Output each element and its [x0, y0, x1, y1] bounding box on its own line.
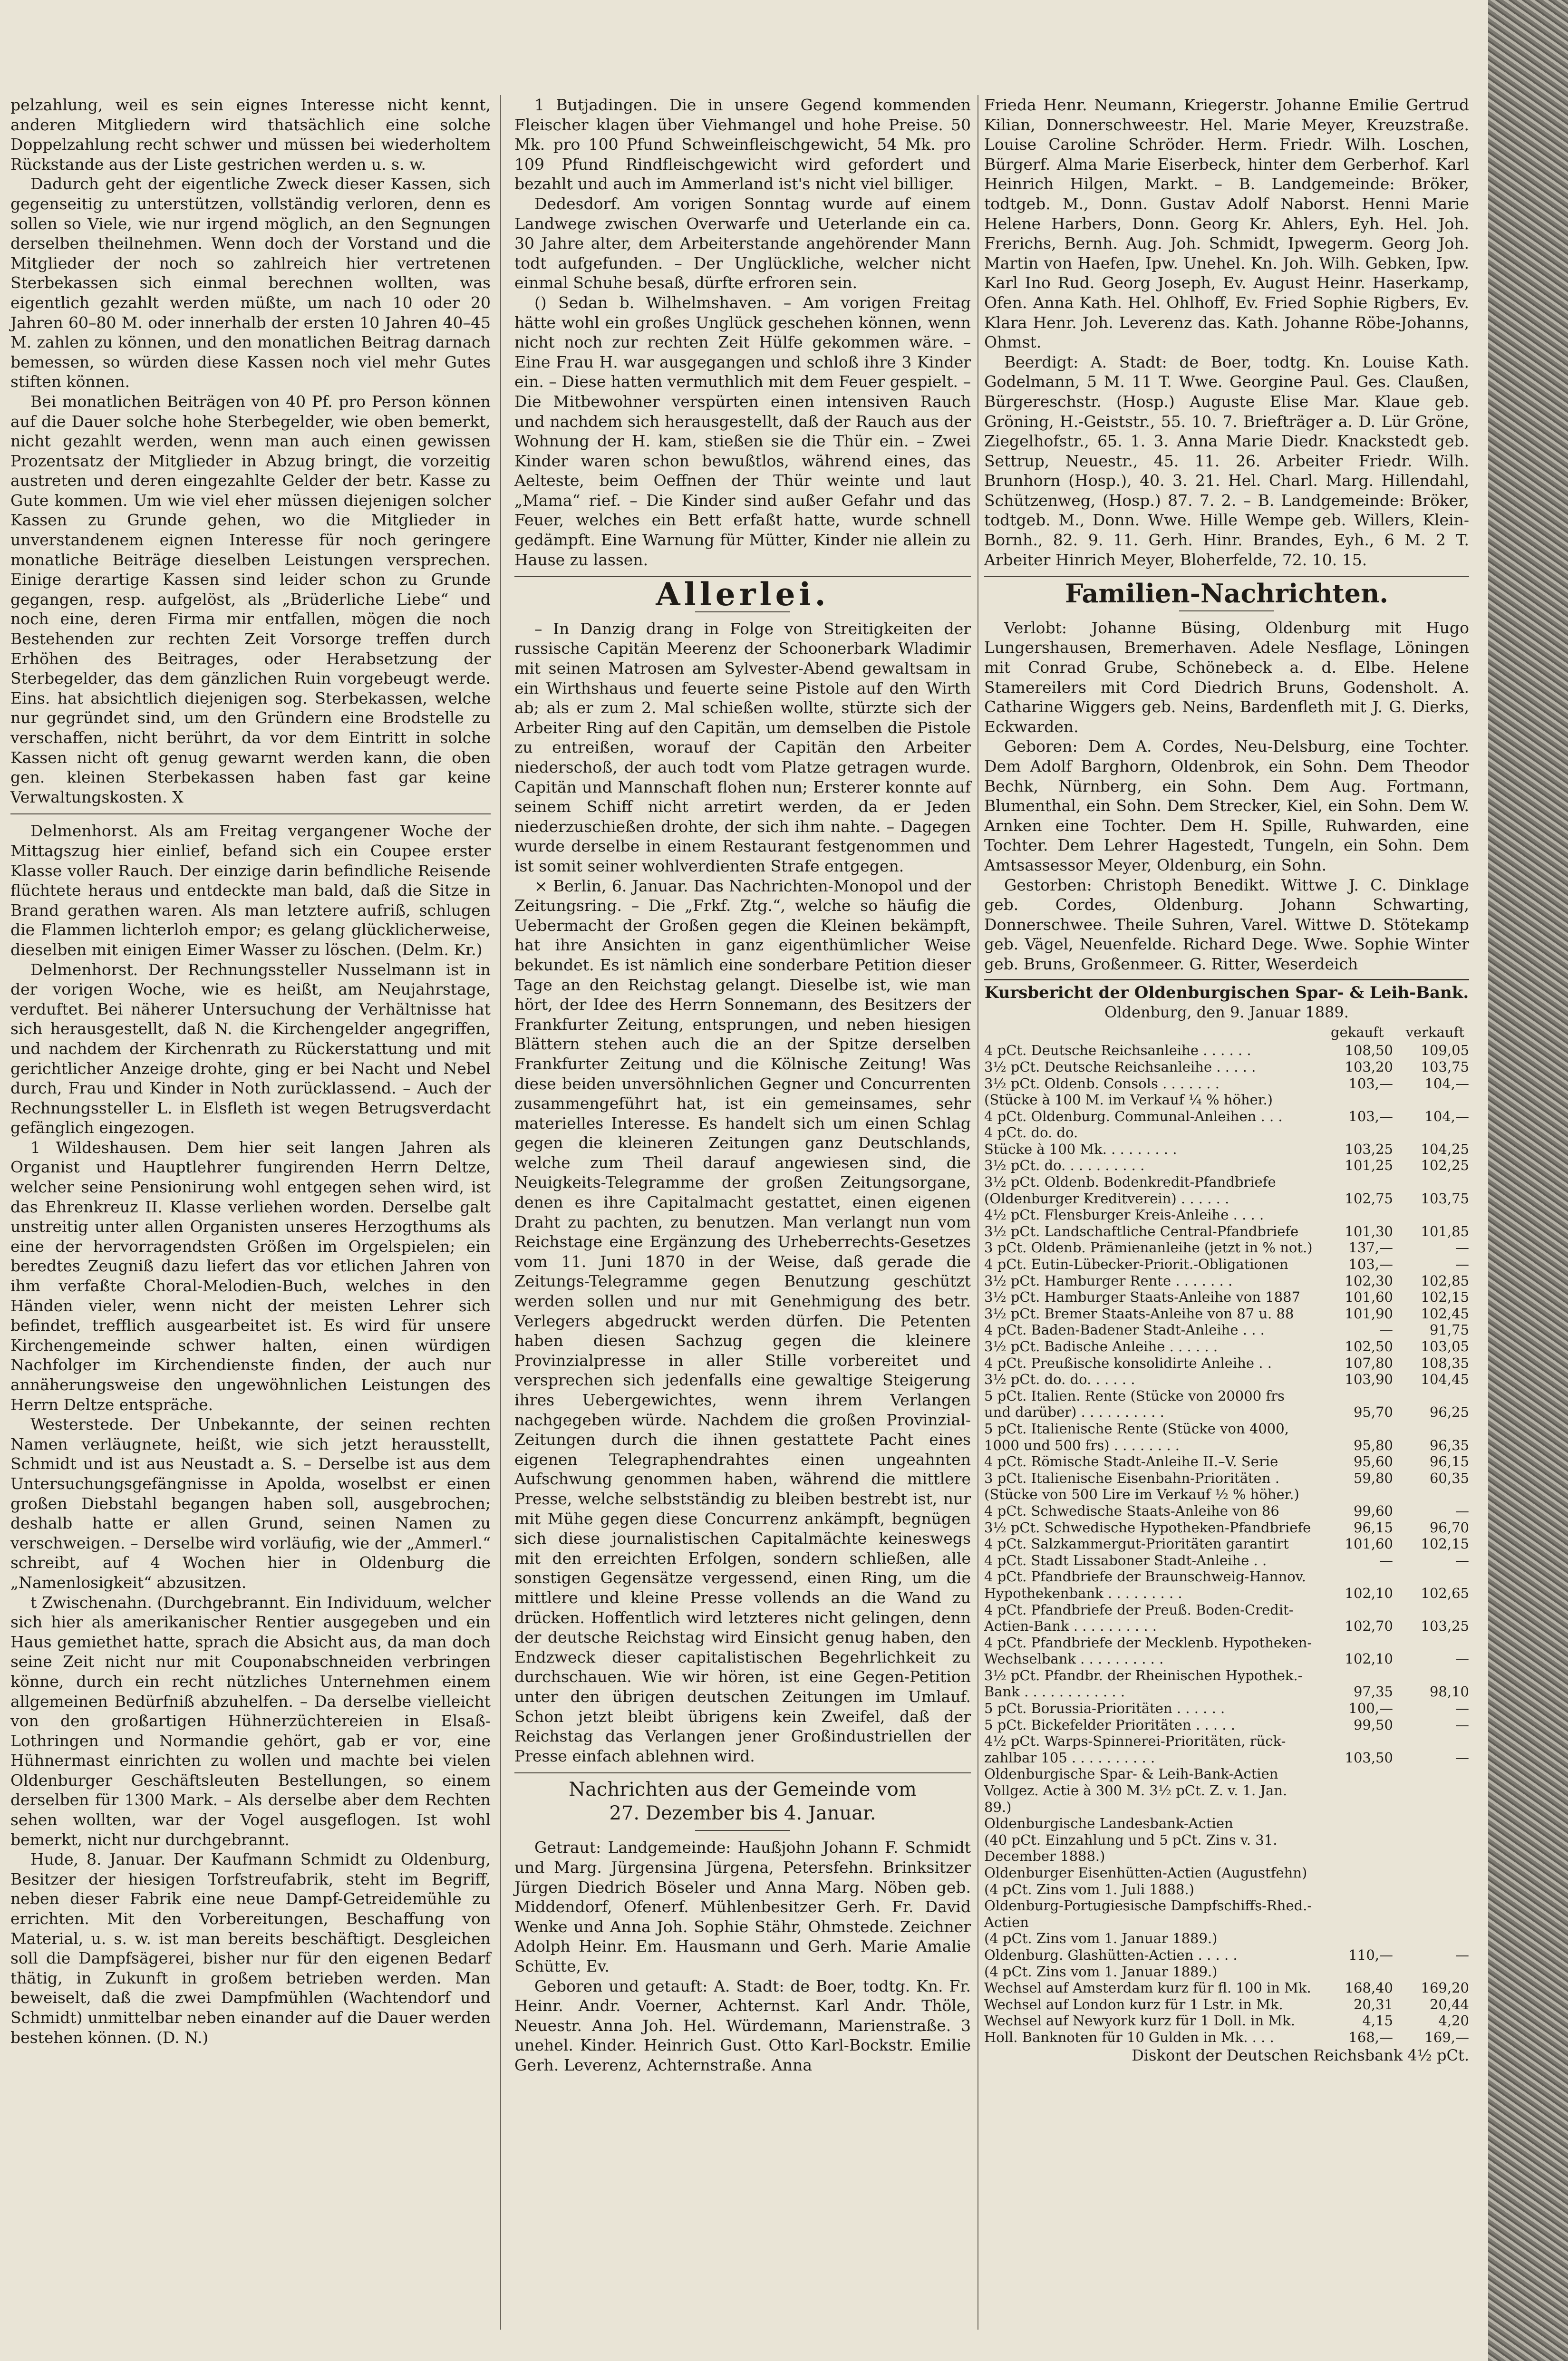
- price-verkauft: —: [1455, 1239, 1469, 1256]
- section-divider: [984, 576, 1469, 577]
- price-verkauft: [1393, 1602, 1469, 1618]
- price-verkauft: [1393, 1568, 1469, 1585]
- table-row: [984, 1782, 1469, 1815]
- price-verkauft: —: [1455, 1552, 1469, 1568]
- table-row: [984, 1075, 1469, 1092]
- security-name: 4 pCt. Preußische konsolidirte Anleihe . .: [984, 1355, 1272, 1371]
- table-row: [984, 1273, 1469, 1289]
- price-gekauft: 101,30: [1345, 1223, 1393, 1239]
- price-gekauft: 102,75: [1345, 1190, 1393, 1207]
- table-row: [984, 1092, 1469, 1108]
- price-gekauft: 20,31: [1353, 1996, 1393, 2013]
- heading-underline: [1179, 610, 1274, 611]
- price-verkauft: 102,25: [1421, 1157, 1469, 1174]
- price-gekauft: [1317, 1568, 1393, 1585]
- price-verkauft: 96,35: [1429, 1437, 1469, 1453]
- article-paragraph: Getraut: Landgemeinde: Haußjohn Johann F. Schmidt und Marg. Jürgensina Jürgena, Petersfehn. Brinksitzer Jürgen Diedrich Böseler und Anna Marg. Nöben geb. Middendorf, Ofenerf. Mühlenbesitzer Gerh. Fr. David Wenke und Anna Joh. Sophie Stähr, Ohmstede. Zeichner Adolph Heinr. Em. Hausmann und Gerh. Marie Amalie Schütte, Ev.: [514, 1838, 971, 1976]
- kursbericht-header: [984, 1023, 1469, 1043]
- table-row: [984, 1042, 1469, 1059]
- article-paragraph: Bei monatlichen Beiträgen von 40 Pf. pro Person können auf die Dauer solche hohe Sterbegelder, wie oben bemerkt, nicht gezahlt werden, wenn man auch einen gewissen Prozentsatz der Mitglieder in Abzug bringt, die vorzeitig austreten und deren eingezahlte Gelder der betr. Kasse zu Gute kommen. Um wie viel eher müssen diejenigen solcher Kassen zu Grunde gehen, wo die Mitglieder in unverstandenem eignen Interesse für noch geringere monatliche Beiträge dieselben Leistungen versprechen. Einige derartige Kassen sind leider schon zu Grunde gegangen, resp. aufgelöst, als „Brüderliche Liebe“ und noch eine, deren Firma mir entfallen, mögen die noch Bestehenden zur rechten Zeit Vorsorge treffen durch Erhöhen des Beitrages, oder Herabsetzung der Sterbegelder, das dem gänzlichen Ruin vorgebeugt werde. Eins. hat absichtlich diejenigen sog. Sterbekassen, welche nur gegründet sind, um den Gründern eine Brodstelle zu verschaffen, nicht berührt, da vor dem Eintritt in solche Kassen nicht oft genug gewarnt werden kann, die oben gen. kleinen Sterbekassen haben fast gar keine Verwaltungskosten. X: [10, 392, 491, 806]
- price-verkauft: 104,—: [1424, 1108, 1469, 1124]
- article-paragraph: Westerstede. Der Unbekannte, der seinen rechten Namen verläugnete, heißt, wie sich jetzt herausstellt, Schmidt und ist aus Neustadt a. S. – Derselbe ist aus dem Untersuchungsgefängnisse in Apolda, woselbst er einen großen Diebstahl begangen haben soll, ausgebrochen; deshalb hatte er allen Grund, seinen Namen zu verschweigen. – Derselbe wird vorläufig, wie der „Ammerl.“ schreibt, auf 4 Wochen hier in Oldenburg die „Namenlosigkeit“ abzusitzen.: [10, 1415, 491, 1592]
- price-verkauft: 96,25: [1429, 1404, 1469, 1421]
- price-verkauft: [1393, 1782, 1469, 1815]
- col-header-verkauft: verkauft: [1405, 1024, 1464, 1040]
- price-gekauft: 137,—: [1348, 1239, 1393, 1256]
- price-verkauft: 102,45: [1421, 1305, 1469, 1322]
- price-verkauft: 103,75: [1421, 1058, 1469, 1075]
- article-paragraph: t Zwischenahn. (Durchgebrannt. Ein Individuum, welcher sich hier als amerikanischer Rentier ausgegeben und ein Haus gemiethet hatte, sprach die Absicht aus, da man doch seine Zeit nicht nur mit Couponabschneiden verbringen könne, durch ein recht nützliches Unternehmen einem allgemeinen Bedürfniß abzuhelfen. – Da derselbe vielleicht von den großartigen Hühnerzüchtereien in Elsaß-Lothringen und Normandie gehört, gab er vor, eine Hühnermast einrichten zu wollen und machte bei vielen Oldenburger Geschäftsleuten Bestellungen, so einem derselben für 1300 Mark. – Als derselbe aber dem Rechten sehen wollten, war der Vogel ausgeflogen. Ist wohl bemerkt, nicht nur durchgebrannt.: [10, 1593, 491, 1849]
- security-name: (Stücke à 100 M. im Verkauf ¼ % höher.): [984, 1092, 1273, 1108]
- security-name: Oldenburgische Spar- & Leih-Bank-Actien: [984, 1766, 1278, 1782]
- price-gekauft: [1317, 1897, 1393, 1930]
- table-row: [984, 1486, 1469, 1503]
- price-gekauft: 168,40: [1345, 1980, 1393, 1996]
- table-row: [984, 1602, 1469, 1618]
- price-gekauft: 95,70: [1353, 1404, 1393, 1421]
- price-verkauft: 91,75: [1429, 1322, 1469, 1338]
- price-verkauft: —: [1455, 1700, 1469, 1717]
- price-verkauft: 20,44: [1429, 1996, 1469, 2013]
- table-row: [984, 1141, 1469, 1158]
- price-gekauft: 99,60: [1353, 1502, 1393, 1519]
- security-name: Actien-Bank . . . . . . . . . .: [984, 1618, 1157, 1635]
- table-row: [984, 1996, 1469, 2013]
- price-verkauft: 103,75: [1421, 1190, 1469, 1207]
- security-name: 4 pCt. Salzkammergut-Prioritäten garantirt: [984, 1536, 1289, 1552]
- table-row: [984, 1897, 1469, 1930]
- kursbericht-footer: Diskont der Deutschen Reichsbank 4½ pCt.: [1132, 2046, 1469, 2064]
- price-verkauft: [1393, 1124, 1469, 1141]
- article-paragraph: × Berlin, 6. Januar. Das Nachrichten-Monopol und der Zeitungsring. – Die „Frkf. Ztg.“, welche so häufig die Uebermacht der Großen gegen die Kleinen bekämpft, hat ihre Ansichten in ganz eigenthümlicher Weise bekundet. Es ist nämlich eine sonderbare Petition dieser Tage an den Reichstag gelangt. Dieselbe ist, wie man hört, der Idee des Herrn Sonnemann, des Besitzers der Frankfurter Zeitung, entsprungen, und neben hiesigen Blättern stehen auch die an der Spitze derselben Frankfurter Zeitung und die Kölnische Zeitung! Was diese beiden unversöhnlichen Gegner und Concurrenten zusammengeführt hat, ist ein gemeinsames, sehr materielles Interesse. Es handelt sich um einen Schlag gegen die kleineren Zeitungen ganz Deutschlands, welche zum Theil darauf angewiesen sind, die Neuigkeits-Telegramme der großen Zeitungsorgane, denen es ihre Capitalmacht gestattet, einen eigenen Draht zu pachten, zu benutzen. Man verlangt nun vom Reichstage eine Ergänzung des Urheberrechts-Gesetzes vom 11. Juni 1870 in der Weise, daß gerade die Zeitungs-Telegramme gegen Benutzung geschützt werden sollen und nur mit Genehmigung des betr. Verlegers abgedruckt werden dürfen. Die Petenten haben diesen Sachzug gegen die kleinere Provinzialpresse in aller Stille vorbereitet und versprechen sich jedenfalls eine gewaltige Steigerung ihres Uebergewichtes, wenn ihrem Verlangen nachgegeben würde. Nachdem die großen Provinzial-Zeitungen durch die ihnen gestattete Pacht eines eigenen Telegraphendrahtes einen ungeahnten Aufschwung genommen haben, während die mittlere Presse, welche selbstständig zu bleiben bestrebt ist, nur mit Mühe gegen diese Concurrenz ankämpft, begnügen sich diese journalistischen Capitalmächte keineswegs mit den erreichten Erfolgen, sondern schließen, alle sonstigen Gegensätze vergessend, einen Ring, um die mittlere und kleine Presse vollends an die Wand zu drücken. Hoffentlich wird letzteres nicht gelingen, denn der deutsche Reichstag wird Einsicht genug haben, den Endzweck dieser capitalistischen Begehrlichkeit zu durchschauen. Wie wir hören, ist eine Gegen-Petition unter den übrigen deutschen Zeitungen im Umlauf. Schon jetzt bleibt übrigens kein Zweifel, daß der Reichstag das Verlangen jener Großindustriellen der Presse einfach ablehnen wird.: [514, 876, 971, 1765]
- section-divider: [514, 1772, 971, 1773]
- price-verkauft: 101,85: [1421, 1223, 1469, 1239]
- section-heading-familien: Familien-Nachrichten.: [1065, 578, 1389, 609]
- table-row: [984, 1552, 1469, 1569]
- price-gekauft: 102,70: [1345, 1618, 1393, 1635]
- table-row: [984, 1832, 1469, 1865]
- table-row: [984, 1568, 1469, 1585]
- price-gekauft: 100,—: [1348, 1700, 1393, 1717]
- table-row: [984, 1338, 1469, 1355]
- price-verkauft: 102,15: [1421, 1289, 1469, 1306]
- price-verkauft: 4,20: [1438, 2013, 1469, 2029]
- price-gekauft: 168,—: [1348, 2029, 1393, 2045]
- price-gekauft: [1317, 1930, 1393, 1947]
- price-gekauft: [1317, 1421, 1393, 1437]
- section-subheading-dates: 27. Dezember bis 4. Januar.: [609, 1802, 876, 1824]
- price-gekauft: [1317, 1766, 1393, 1782]
- security-name: (40 pCt. Einzahlung und 5 pCt. Zins v. 31. December 1888.): [984, 1831, 1278, 1865]
- price-gekauft: 103,—: [1348, 1075, 1393, 1092]
- security-name: 4 pCt. Römische Stadt-Anleihe II.–V. Serie: [984, 1453, 1278, 1470]
- table-row: [984, 1306, 1469, 1322]
- price-verkauft: —: [1455, 1651, 1469, 1667]
- price-gekauft: 102,10: [1345, 1651, 1393, 1667]
- price-gekauft: 107,80: [1345, 1355, 1393, 1371]
- security-name: zahlbar 105 . . . . . . . . . .: [984, 1749, 1155, 1766]
- table-row: [984, 1585, 1469, 1602]
- security-name: (4 pCt. Zins vom 1. Januar 1889.): [984, 1963, 1218, 1980]
- security-name: (Stücke von 500 Lire im Verkauf ½ % höher.): [984, 1486, 1299, 1503]
- price-gekauft: [1317, 1667, 1393, 1684]
- price-gekauft: [1317, 1733, 1393, 1750]
- price-gekauft: [1317, 1092, 1393, 1108]
- table-row: [984, 1964, 1469, 1980]
- price-gekauft: 101,25: [1345, 1157, 1393, 1174]
- price-verkauft: [1393, 1733, 1469, 1750]
- security-name: 5 pCt. Italienische Rente (Stücke von 4000,: [984, 1420, 1289, 1437]
- table-row: [984, 1717, 1469, 1733]
- table-row: [984, 1207, 1469, 1223]
- price-gekauft: 101,60: [1345, 1536, 1393, 1552]
- security-name: 4½ pCt. Flensburger Kreis-Anleihe . . . .: [984, 1207, 1264, 1223]
- table-row: [984, 1256, 1469, 1273]
- price-gekauft: [1317, 1881, 1393, 1898]
- table-row: [984, 1190, 1469, 1207]
- article-paragraph: Dadurch geht der eigentliche Zweck dieser Kassen, sich gegenseitig zu unterstützen, vollständig verloren, denn es sollen so Viele, wie nur irgend möglich, an den Segnungen derselben theilnehmen. Wenn doch der Vorstand und die Mitglieder der noch so zahlreich hier vertretenen Sterbekassen sich einmal berechnen wollten, was eigentlich gezahlt werden müßte, um nach 10 oder 20 Jahren 60–80 M. oder innerhalb der ersten 10 Jahren 40–45 M. zahlen zu können, und den monatlichen Beitrag darnach bemessen, so würden diese Kassen noch viel mehr Gutes stiften können.: [10, 174, 491, 391]
- security-name: 3½ pCt. Badische Anleihe . . . . . .: [984, 1338, 1218, 1355]
- table-row: [984, 1059, 1469, 1075]
- price-gekauft: 101,90: [1345, 1305, 1393, 1322]
- article-paragraph: Gestorben: Christoph Benedikt. Wittwe J. C. Dinklage geb. Cordes, Oldenburg. Johann Schwarting, Donnerschwee. Theile Suhren, Varel. Wittwe D. Stötekamp geb. Vägel, Neuenfelde. Richard Dege. Wwe. Sophie Winter geb. Bruns, Großenmeer. G. Ritter, Weserdeich: [984, 875, 1469, 973]
- table-row: [984, 1750, 1469, 1766]
- price-gekauft: —: [1379, 1322, 1393, 1338]
- table-row: [984, 1437, 1469, 1454]
- price-verkauft: [1393, 1930, 1469, 1947]
- security-name: 4 pCt. Schwedische Staats-Anleihe von 86: [984, 1502, 1279, 1519]
- price-gekauft: [1317, 1124, 1393, 1141]
- security-name: 4 pCt. do. do.: [984, 1124, 1078, 1141]
- column-right: [984, 95, 1469, 2065]
- price-verkauft: [1393, 1421, 1469, 1437]
- price-gekauft: 102,10: [1345, 1585, 1393, 1601]
- price-gekauft: [1317, 1964, 1393, 1980]
- price-gekauft: [1317, 1388, 1393, 1404]
- security-name: 3½ pCt. Hamburger Staats-Anleihe von 1887: [984, 1289, 1300, 1306]
- price-verkauft: [1393, 1388, 1469, 1404]
- security-name: Oldenburger Eisenhütten-Actien (Augustfehn): [984, 1865, 1307, 1881]
- price-gekauft: [1317, 1486, 1393, 1503]
- price-verkauft: 104,45: [1421, 1371, 1469, 1388]
- price-verkauft: [1393, 1207, 1469, 1223]
- price-verkauft: [1393, 1897, 1469, 1930]
- security-name: 1000 und 500 frs) . . . . . . . .: [984, 1437, 1180, 1453]
- price-verkauft: [1393, 1766, 1469, 1782]
- price-gekauft: 103,50: [1345, 1749, 1393, 1766]
- price-verkauft: —: [1455, 1716, 1469, 1733]
- security-name: 3 pCt. Oldenb. Prämienanleihe (jetzt in % not.): [984, 1239, 1313, 1256]
- article-paragraph: Geboren: Dem A. Cordes, Neu-Delsburg, eine Tochter. Dem Adolf Barghorn, Oldenbrok, ein Sohn. Dem Theodor Bechk, Nürnberg, ein Sohn. Dem Aug. Fortmann, Blumenthal, ein Sohn. Dem Strecker, Kiel, ein Sohn. Dem W. Arnken eine Tochter. Dem H. Spille, Ruhwarden, eine Tochter. Dem Lehrer Hagestedt, Tungeln, ein Sohn. Dem Amtsassessor Meyer, Oldenburg, ein Sohn.: [984, 737, 1469, 874]
- price-verkauft: [1393, 1635, 1469, 1651]
- table-row: [984, 1108, 1469, 1125]
- table-row: [984, 2013, 1469, 2029]
- price-verkauft: [1393, 1667, 1469, 1684]
- table-row: [984, 1980, 1469, 1996]
- price-gekauft: 103,90: [1345, 1371, 1393, 1388]
- price-verkauft: [1393, 1486, 1469, 1503]
- table-row: [984, 1470, 1469, 1487]
- price-verkauft: [1393, 1815, 1469, 1832]
- security-name: (Oldenburger Kreditverein) . . . . . .: [984, 1190, 1229, 1207]
- security-name: 3½ pCt. do. do. . . . . .: [984, 1371, 1135, 1388]
- price-gekauft: 95,60: [1353, 1453, 1393, 1470]
- price-verkauft: 169,—: [1424, 2029, 1469, 2045]
- security-name: 3½ pCt. Schwedische Hypotheken-Pfandbriefe: [984, 1519, 1311, 1536]
- price-gekauft: 4,15: [1362, 2013, 1393, 2029]
- price-gekauft: 59,80: [1353, 1470, 1393, 1486]
- price-verkauft: [1393, 1865, 1469, 1881]
- table-row: [984, 1536, 1469, 1552]
- price-verkauft: 102,85: [1421, 1272, 1469, 1289]
- article-paragraph: Hude, 8. Januar. Der Kaufmann Schmidt zu Oldenburg, Besitzer der hiesigen Torfstreufabrik, steht im Begriff, neben dieser Fabrik eine neue Dampf-Getreidemühle zu errichten. Mit den Vorbereitungen, Beschaffung von Material, u. s. w. ist man bereits beschäftigt. Desgleichen soll die Dampfsägerei, bisher nur für den eigenen Bedarf thätig, in Zukunft in großem betrieben werden. Man beweiselt, daß die zwei Dampfmühlen (Wachtendorf und Schmidt) unmittelbar neben einander auf die Dauer werden bestehen können. (D. N.): [10, 1850, 491, 2047]
- col-header-gekauft: gekauft: [1331, 1024, 1384, 1040]
- article-paragraph: 1 Wildeshausen. Dem hier seit langen Jahren als Organist und Hauptlehrer fungirenden Herrn Deltze, welcher seine Pensionirung wohl entgegen sehen wird, ist das Ehrenkreuz II. Klasse verliehen worden. Derselbe galt unstreitig unter allen Organisten unseres Herzogthums als eine der hervorragendsten Größen im Orgelspielen; ein beredtes Zeugniß dazu liefert das vor etlichen Jahren von ihm verfaßte Choral-Melodien-Buch, welches in den Händen vieler, wenn nicht der meisten Lehrer sich befindet, trefflich ausgearbeitet ist. Es wird für unsere Kirchengemeinde schwer halten, einen würdigen Nachfolger im Kirchendienste finden, der auch nur annäherungsweise den ungewöhnlichen Leistungen des Herrn Deltze entspräche.: [10, 1138, 491, 1414]
- price-gekauft: 99,50: [1353, 1716, 1393, 1733]
- price-verkauft: 104,—: [1424, 1075, 1469, 1092]
- table-row: [984, 1404, 1469, 1421]
- price-gekauft: [1317, 1815, 1393, 1832]
- security-name: 5 pCt. Italien. Rente (Stücke von 20000 frs: [984, 1387, 1285, 1404]
- price-verkauft: [1393, 1174, 1469, 1190]
- price-gekauft: 96,15: [1353, 1519, 1393, 1536]
- article-paragraph: Geboren und getauft: A. Stadt: de Boer, todtg. Kn. Fr. Heinr. Andr. Voerner, Achternst. Karl Andr. Thöle, Neuestr. Anna Joh. Hel. Würdemann, Marienstraße. 3 unehel. Kinder. Heinrich Gust. Otto Karl-Bockstr. Emilie Gerh. Leverenz, Achternstraße. Anna: [514, 1976, 971, 2074]
- price-verkauft: [1393, 1092, 1469, 1108]
- price-gekauft: [1317, 1207, 1393, 1223]
- security-name: Wechselbank . . . . . . . . . .: [984, 1651, 1164, 1667]
- security-name: 4 pCt. Eutin-Lübecker-Priorit.-Obligationen: [984, 1256, 1288, 1273]
- security-name: Wechsel auf London kurz für 1 Lstr. in Mk.: [984, 1996, 1283, 2013]
- security-name: 3½ pCt. do. . . . . . . . . .: [984, 1157, 1145, 1174]
- article-paragraph: Dedesdorf. Am vorigen Sonntag wurde auf einem Landwege zwischen Overwarfe und Ueterlande ein ca. 30 Jahre alter, dem Arbeiterstande angehörender Mann todt aufgefunden. – Der Unglückliche, welcher nicht einmal Schuhe besaß, dürfte erfroren sein.: [514, 194, 971, 292]
- price-verkauft: 98,10: [1429, 1684, 1469, 1700]
- price-gekauft: [1317, 1174, 1393, 1190]
- price-verkauft: [1393, 1881, 1469, 1898]
- table-row: [984, 1651, 1469, 1667]
- price-gekauft: 97,35: [1353, 1684, 1393, 1700]
- price-verkauft: —: [1455, 1256, 1469, 1273]
- security-name: Bank . . . . . . . . . . . .: [984, 1684, 1125, 1700]
- price-verkauft: 102,65: [1421, 1585, 1469, 1601]
- table-row: [984, 2029, 1469, 2046]
- article-paragraph: – In Danzig drang in Folge von Streitigkeiten der russische Capitän Meerenz der Schoonerbark Wladimir mit seinen Matrosen am Sylvester-Abend gewaltsam in ein Wirthshaus und feuerte seine Pistole auf den Wirth ab; als er zum 2. Mal schießen wollte, stürzte sich der Arbeiter Ring auf den Capitän, um demselben die Pistole zu entreißen, worauf der Capitän den Arbeiter niederschoß, der auch todt vom Platze getragen wurde. Capitän und Mannschaft flohen nun; Ersterer konnte auf seinem Schiff nicht arretirt werden, da er Jeden niederzuschießen drohte, der sich ihm nahte. – Dagegen wurde derselbe in einem Restaurant festgenommen und ist somit seiner wohlverdienten Strafe entgegen.: [514, 619, 971, 875]
- security-name: 3 pCt. Italienische Eisenbahn-Prioritäten .: [984, 1470, 1280, 1486]
- security-name: 4 pCt. Pfandbriefe der Braunschweig-Hannov.: [984, 1568, 1306, 1585]
- price-verkauft: —: [1455, 1946, 1469, 1963]
- security-name: Holl. Banknoten für 10 Gulden in Mk. . . .: [984, 2029, 1274, 2045]
- article-paragraph: Beerdigt: A. Stadt: de Boer, todtg. Kn. Louise Kath. Godelmann, 5 M. 11 T. Wwe. Georgine Paul. Ges. Claußen, Bürgereschstr. (Hosp.) Auguste Elise Mar. Klaue geb. Gröning, H.-Geiststr., 55. 10. 7. Briefträger a. D. Lür Gröne, Ziegelhofstr., 65. 1. 3. Anna Marie Diedr. Knackstedt geb. Settrup, Neuestr., 45. 11. 26. Arbeiter Friedr. Wilh. Brunhorn (Hosp.), 40. 3. 21. Hel. Charl. Marg. Hillendahl, Schützenweg, (Hosp.) 87. 7. 2. – B. Landgemeinde: Bröker, todtgeb. M., Donn. Wwe. Hille Wempe geb. Willers, Klein-Bornh., 82. 9. 11. Gerh. Hinr. Brandes, Eyh., 6 M. 2 T. Arbeiter Hinrich Meyer, Bloherfelde, 72. 10. 15.: [984, 352, 1469, 569]
- table-row: [984, 1930, 1469, 1947]
- security-name: Oldenburg-Portugiesische Dampfschiffs-Rhed.-Actien: [984, 1897, 1312, 1930]
- security-name: 4 pCt. Oldenburg. Communal-Anleihen . . .: [984, 1108, 1283, 1124]
- table-row: [984, 1453, 1469, 1470]
- kursbericht-date: Oldenburg, den 9. Januar 1889.: [1104, 1003, 1349, 1022]
- security-name: 4 pCt. Baden-Badener Stadt-Anleihe . . .: [984, 1322, 1265, 1338]
- table-row: [984, 1700, 1469, 1717]
- table-row: [984, 1815, 1469, 1832]
- kursbericht-title: Kursbericht der Oldenburgischen Spar- & Leih-Bank.: [984, 979, 1469, 1003]
- table-row: [984, 1289, 1469, 1306]
- security-name: und darüber) . . . . . . . . . .: [984, 1404, 1164, 1421]
- price-verkauft: 104,25: [1421, 1141, 1469, 1157]
- column-middle: [514, 95, 971, 2075]
- price-gekauft: —: [1379, 1552, 1393, 1568]
- price-gekauft: 102,50: [1345, 1338, 1393, 1355]
- security-name: 3½ pCt. Oldenb. Bodenkredit-Pfandbriefe: [984, 1174, 1276, 1190]
- table-row: [984, 1322, 1469, 1338]
- security-name: 5 pCt. Borussia-Prioritäten . . . . . .: [984, 1700, 1225, 1717]
- table-row: [984, 1618, 1469, 1635]
- article-paragraph: Delmenhorst. Der Rechnungssteller Nusselmann ist in der vorigen Woche, wie es heißt, am Neujahrstage, verduftet. Bei näherer Untersuchung der Verhältnisse hat sich herausgestellt, daß N. die Kirchengelder angegriffen, und nachdem der Kirchenrath zu Rückerstattung und mit gerichtlicher Anzeige drohte, ging er bei Nacht und Nebel durch, Frau und Kinder in Noth zurücklassend. – Auch der Rechnungssteller L. in Elsfleth ist wegen Betrugsverdacht gefänglich eingezogen.: [10, 960, 491, 1137]
- table-row: [984, 1733, 1469, 1750]
- book-binding-edge: [1488, 0, 1568, 2361]
- price-verkauft: [1393, 1832, 1469, 1865]
- table-row: [984, 1766, 1469, 1782]
- table-row: [984, 1503, 1469, 1519]
- table-row: [984, 1157, 1469, 1174]
- price-gekauft: [1317, 1635, 1393, 1651]
- article-paragraph: 1 Butjadingen. Die in unsere Gegend kommenden Fleischer klagen über Viehmangel und hohe Preise. 50 Mk. pro 100 Pfund Schweinfleischgewicht, 54 Mk. pro 109 Pfund Rindfleischgewicht wird gefordert und bezahlt und auch im Ammerland ist's nicht viel billiger.: [514, 96, 971, 194]
- price-gekauft: 110,—: [1348, 1946, 1393, 1963]
- table-row: [984, 1371, 1469, 1388]
- security-name: Oldenburg. Glashütten-Actien . . . . .: [984, 1946, 1238, 1963]
- article-paragraph: () Sedan b. Wilhelmshaven. – Am vorigen Freitag hätte wohl ein großes Unglück geschehen können, wenn nicht noch zur rechten Zeit Hülfe gekommen wäre. – Eine Frau H. war ausgegangen und schloß ihre 3 Kinder ein. – Diese hatten vermuthlich mit dem Feuer gespielt. – Die Mitbewohner verspürten einen intensiven Rauch und nachdem sich herausgestellt, daß der Rauch aus der Wohnung der H. kam, stießen sie die Thür ein. – Zwei Kinder waren schon bewußtlos, während eines, das Aelteste, beim Oeffnen der Thür weinte und laut „Mama“ rief. – Die Kinder sind außer Gefahr und das Feuer, welches ein Bett erfaßt hatte, wurde schnell gedämpft. Eine Warnung für Mütter, Kinder nie allein zu Hause zu lassen.: [514, 293, 971, 569]
- price-verkauft: 96,15: [1429, 1453, 1469, 1470]
- security-name: Oldenburgische Landesbank-Actien: [984, 1815, 1233, 1832]
- security-name: 4 pCt. Pfandbriefe der Preuß. Boden-Credit-: [984, 1601, 1294, 1618]
- table-row: [984, 1881, 1469, 1898]
- table-row: [984, 1388, 1469, 1404]
- security-name: Wechsel auf Newyork kurz für 1 Doll. in Mk.: [984, 2013, 1295, 2029]
- table-row: [984, 1223, 1469, 1240]
- price-verkauft: 60,35: [1429, 1470, 1469, 1486]
- security-name: Stücke à 100 Mk. . . . . . . . .: [984, 1141, 1177, 1157]
- price-verkauft: 103,25: [1421, 1618, 1469, 1635]
- price-verkauft: —: [1455, 1502, 1469, 1519]
- table-row: [984, 1421, 1469, 1437]
- table-row: [984, 1684, 1469, 1700]
- price-verkauft: 109,05: [1421, 1042, 1469, 1059]
- price-gekauft: 103,20: [1345, 1058, 1393, 1075]
- article-paragraph: Delmenhorst. Als am Freitag vergangener Woche der Mittagszug hier einlief, befand sich ein Coupee erster Klasse voller Rauch. Der einzige darin befindliche Reisende flüchtete heraus und entdeckte man bald, daß die Sitze in Brand gerathen waren. Als man letztere aufriß, schlugen die Flammen lichterloh empor; es gelang glücklicherweise, dieselben mit einigen Eimer Wasser zu löschen. (Delm. Kr.): [10, 822, 491, 959]
- column-divider: [10, 813, 491, 814]
- security-name: 3½ pCt. Hamburger Rente . . . . . . .: [984, 1272, 1233, 1289]
- security-name: 4½ pCt. Warps-Spinnerei-Prioritäten, rück-: [984, 1733, 1286, 1750]
- price-verkauft: [1393, 1964, 1469, 1980]
- security-name: 3½ pCt. Oldenb. Consols . . . . . . .: [984, 1075, 1220, 1092]
- security-name: (4 pCt. Zins vom 1. Juli 1888.): [984, 1881, 1194, 1897]
- price-verkauft: 102,15: [1421, 1536, 1469, 1552]
- price-verkauft: 96,70: [1429, 1519, 1469, 1536]
- price-gekauft: 103,—: [1348, 1256, 1393, 1273]
- table-row: [984, 1124, 1469, 1141]
- column-left: [10, 95, 491, 2047]
- price-gekauft: [1317, 1602, 1393, 1618]
- price-gekauft: [1317, 1832, 1393, 1865]
- price-gekauft: 108,50: [1345, 1042, 1393, 1059]
- security-name: 4 pCt. Deutsche Reichsanleihe . . . . . .: [984, 1042, 1251, 1059]
- price-verkauft: 103,05: [1421, 1338, 1469, 1355]
- price-verkauft: 108,35: [1421, 1355, 1469, 1371]
- column-rule: [500, 95, 501, 2330]
- table-row: [984, 1355, 1469, 1372]
- security-name: 3½ pCt. Bremer Staats-Anleihe von 87 u. 88: [984, 1305, 1294, 1322]
- price-gekauft: 103,25: [1345, 1141, 1393, 1157]
- price-verkauft: 169,20: [1421, 1980, 1469, 1996]
- price-gekauft: 102,30: [1345, 1272, 1393, 1289]
- security-name: 3½ pCt. Landschaftliche Central-Pfandbriefe: [984, 1223, 1299, 1239]
- price-verkauft: —: [1455, 1749, 1469, 1766]
- section-heading-allerlei: Allerlei.: [656, 576, 830, 613]
- security-name: 4 pCt. Pfandbriefe der Mecklenb. Hypotheken-: [984, 1634, 1312, 1651]
- table-row: [984, 1239, 1469, 1256]
- article-paragraph: Frieda Henr. Neumann, Kriegerstr. Johanne Emilie Gertrud Kilian, Donnerschweestr. Hel. Marie Meyer, Kreuzstraße. Louise Caroline Schröder. Herm. Friedr. Wilh. Loschen, Bürgerf. Alma Marie Eiserbeck, hinter dem Gerberhof. Karl Heinrich Hilgen, Markt. – B. Landgemeinde: Bröker, todtgeb. M., Donn. Gustav Adolf Naborst. Henni Marie Helene Harbers, Donn. Georg Kr. Ahlers, Eyh. Hel. Joh. Frerichs, Bernh. Aug. Joh. Schmidt, Ipwegerm. Georg Joh. Martin von Haefen, Ipw. Unehel. Kn. Joh. Wilh. Gebken, Ipw. Karl Ino Rud. Georg Joseph, Ev. August Heinr. Haserkamp, Ofen. Anna Kath. Hel. Ohlhoff, Ev. Fried Sophie Rigbers, Ev. Klara Henr. Joh. Leverenz das. Kath. Johanne Röbe-Johanns, Ohmst.: [984, 96, 1469, 352]
- table-row: [984, 1865, 1469, 1881]
- security-name: 3½ pCt. Deutsche Reichsanleihe . . . . .: [984, 1058, 1256, 1075]
- table-row: [984, 1174, 1469, 1190]
- kursbericht-table: [984, 1042, 1469, 2045]
- security-name: 3½ pCt. Pfandbr. der Rheinischen Hypothek.-: [984, 1667, 1303, 1684]
- security-name: 4 pCt. Stadt Lissaboner Stadt-Anleihe . .: [984, 1552, 1267, 1568]
- section-heading-gemeinde: Nachrichten aus der Gemeinde vom: [569, 1779, 917, 1801]
- price-gekauft: 103,—: [1348, 1108, 1393, 1124]
- price-gekauft: 95,80: [1353, 1437, 1393, 1453]
- table-row: [984, 1635, 1469, 1651]
- heading-underline: [695, 1830, 790, 1831]
- price-gekauft: 101,60: [1345, 1289, 1393, 1306]
- table-row: [984, 1519, 1469, 1536]
- security-name: Vollgez. Actie à 300 M. 3½ pCt. Z. v. 1. Jan. 89.): [984, 1782, 1287, 1815]
- table-row: [984, 1947, 1469, 1964]
- article-paragraph: pelzahlung, weil es sein eignes Interesse nicht kennt, anderen Mitgliedern wird thatsächlich eine solche Doppelzahlung recht schwer und müssen bei wiederholtem Rückstande aus der Liste gestrichen werden u. s. w.: [10, 96, 491, 174]
- price-gekauft: [1317, 1865, 1393, 1881]
- article-paragraph: Verlobt: Johanne Büsing, Oldenburg mit Hugo Lungershausen, Bremerhaven. Adele Nesflage, Löningen mit Conrad Grube, Schönebeck a. d. Elbe. Helene Stamereilers mit Cord Diedrich Bruns, Godensholt. A. Catharine Wiggers geb. Neins, Bardenfleth mit J. G. Dierks, Eckwarden.: [984, 618, 1469, 736]
- table-row: [984, 1667, 1469, 1684]
- security-name: (4 pCt. Zins vom 1. Januar 1889.): [984, 1930, 1218, 1947]
- price-gekauft: [1317, 1782, 1393, 1815]
- security-name: Hypothekenbank . . . . . . . . .: [984, 1585, 1182, 1601]
- security-name: Wechsel auf Amsterdam kurz für fl. 100 in Mk.: [984, 1980, 1311, 1996]
- security-name: 5 pCt. Bickefelder Prioritäten . . . . .: [984, 1716, 1235, 1733]
